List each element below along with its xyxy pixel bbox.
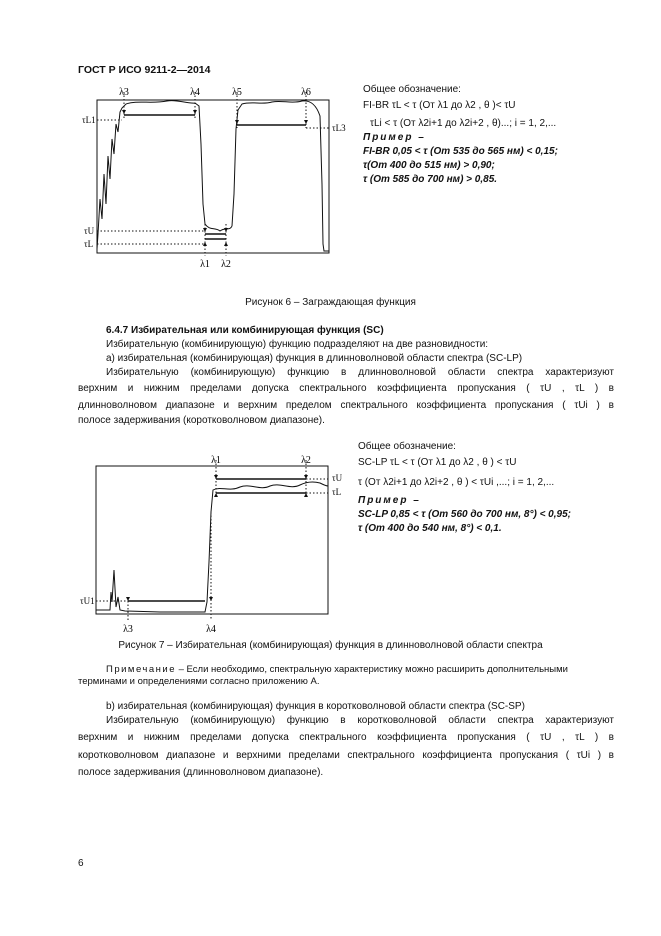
tau-l1-label: τL1 <box>82 115 96 125</box>
formula-line-1: FI-BR τL < τ (От λ1 до λ2 , θ )< τU <box>363 100 516 111</box>
lambda3-label: λ3 <box>119 87 129 98</box>
section-b-line2: верхним и нижним пределами допуска спектрального коэффициента пропускания ( τU , τL ) в <box>78 732 614 743</box>
example-heading: Пример – <box>358 495 421 506</box>
lambda1-label: λ1 <box>200 259 210 270</box>
tau-l3-label: τL3 <box>332 123 346 133</box>
lambda3-label: λ3 <box>123 624 133 635</box>
section-b-line4: полосе задерживания (длинноволновом диапазоне). <box>78 767 324 778</box>
section-p3-line3: длинноволновом диапазоне и верхним пределом спектрального коэффициента пропускания ( τUi ) в <box>78 400 614 411</box>
designation-title: Общее обозначение: <box>363 84 461 95</box>
section-p3-line2: верхним и нижним пределами допуска спектрального коэффициента пропускания ( τU , τL ) в <box>78 383 614 394</box>
note-line1 <box>106 664 614 676</box>
tau-u-label: τU <box>84 226 95 236</box>
lambda2-label: λ2 <box>301 455 311 466</box>
figure7-graph <box>80 452 352 636</box>
limit-markers <box>126 475 308 601</box>
tau-u-label: τU <box>332 473 343 483</box>
lambda4-label: λ4 <box>206 624 216 635</box>
plot-frame <box>97 100 329 253</box>
lambda4-label: λ4 <box>190 87 200 98</box>
formula-line-2: τLi < τ (От λ2i+1 до λ2i+2 , θ)...; i = 1, 2,... <box>370 118 557 129</box>
page-number: 6 <box>78 858 84 869</box>
figure7-caption: Рисунок 7 – Избирательная (комбинирующая) функция в длинноволновой области спектра <box>118 640 543 651</box>
figure6-caption: Рисунок 6 – Заграждающая функция <box>245 297 416 308</box>
lambda2-label: λ2 <box>221 259 231 270</box>
designation-title: Общее обозначение: <box>358 441 456 452</box>
figure6-graph <box>82 84 354 280</box>
formula-line-2: τ (От λ2i+1 до λ2i+2 , θ ) < τUi ,...; i = 1, 2,... <box>358 477 555 488</box>
tau-l-label: τL <box>84 239 94 249</box>
section-p3-line1: Избирательную (комбинирующую) функцию в длинноволновой области спектра характеризуют <box>106 367 614 378</box>
example-line-1: SC-LP 0,85 < τ (От 560 до 700 нм, 8°) < 0,95; <box>358 509 571 520</box>
section-p2: а) избирательная (комбинирующая) функция в длинноволновой области спектра (SC-LP) <box>106 353 523 364</box>
lambda1-label: λ1 <box>211 455 221 466</box>
transmission-curve <box>96 482 328 612</box>
example-line-3: τ (От 585 до 700 нм) > 0,85. <box>363 174 498 185</box>
guide-lines <box>96 460 328 620</box>
lambda6-label: λ6 <box>301 87 311 98</box>
example-line-2: τ(От 400 до 515 нм) > 0,90; <box>363 160 495 171</box>
section-b-p1: b) избирательная (комбинирующая) функция в коротковолновой области спектра (SC-SP) <box>106 701 525 712</box>
guide-lines <box>97 92 329 256</box>
note-label: Примечание <box>106 664 176 675</box>
note-line2: терминами и определениями согласно приложению А. <box>78 676 320 687</box>
section-heading: 6.4.7 Избирательная или комбинирующая функция (SC) <box>106 325 384 336</box>
example-heading: Пример – <box>363 132 426 143</box>
section-p3-line4: полосе задерживания (коротковолновом диапазоне). <box>78 415 325 426</box>
lambda5-label: λ5 <box>232 87 242 98</box>
example-line-2: τ (От 400 до 540 нм, 8°) < 0,1. <box>358 523 502 534</box>
transmission-curve <box>97 101 329 251</box>
section-b-line3: коротковолновом диапазоне и верхними пределами спектрального коэффициента пропускания ( τUi ) в <box>78 750 614 761</box>
tau-u1-label: τU1 <box>80 596 95 606</box>
document-header: ГОСТ Р ИСО 9211-2—2014 <box>78 64 211 76</box>
figure6-designation <box>363 83 623 187</box>
note-text: – Если необходимо, спектральную характеристику можно расширить дополнительными <box>176 664 568 675</box>
formula-line-1: SC-LP τL < τ (От λ1 до λ2 , θ ) < τU <box>358 457 517 468</box>
plot-frame <box>96 466 328 614</box>
example-line-1: FI-BR 0,05 < τ (От 535 до 565 нм) < 0,15; <box>363 146 558 157</box>
tau-l-label: τL <box>332 487 342 497</box>
section-b-line1: Избирательную (комбинирующую) функцию в коротковолновой области спектра характеризуют <box>106 715 614 726</box>
section-p1: Избирательную (комбинирующую) функцию подразделяют на две разновидности: <box>106 339 489 350</box>
figure7-designation <box>358 440 620 536</box>
limit-markers <box>122 110 308 246</box>
